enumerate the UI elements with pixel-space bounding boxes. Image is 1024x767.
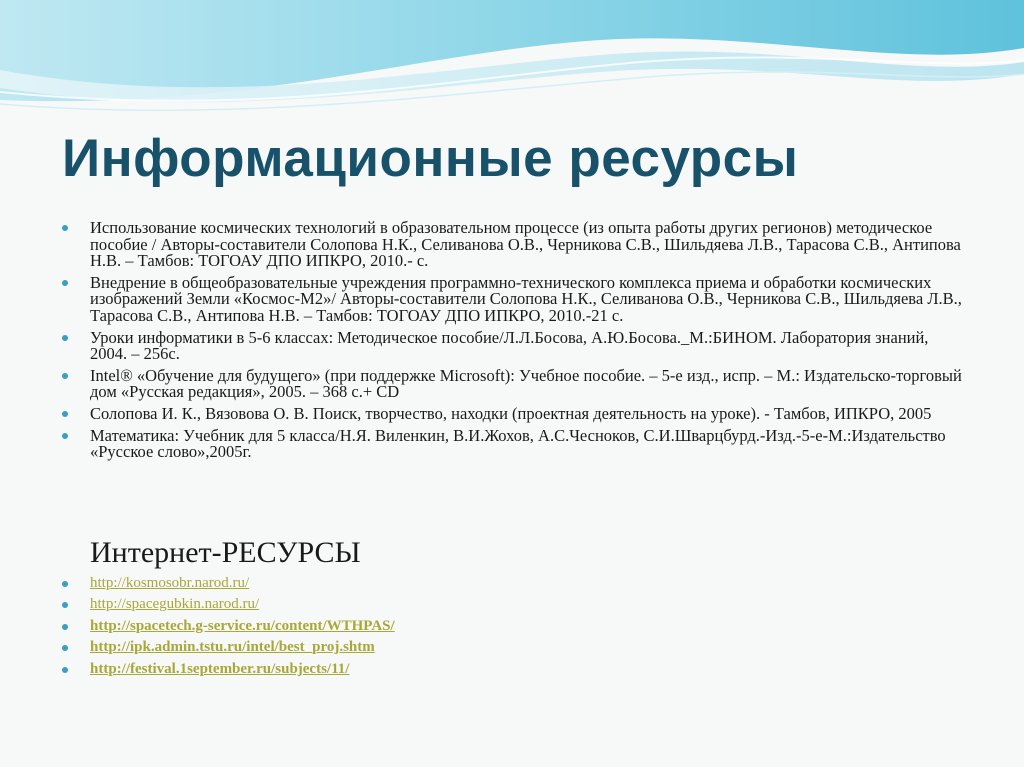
reference-text: Использование космических технологий в образовательном процессе (из опыта работы других регионов) методическое пособие / Авторы-составители Солопова Н.К., Селиванова О.В., Черникова С.В., Шильдяева Л.В., Тарасова С.В., Антипова Н.В. – Тамбов: ТОГОАУ ДПО ИПКРО, 2010.- с. [90,218,961,271]
reference-text: Математика: Учебник для 5 класса/Н.Я. Виленкин, В.И.Жохов, А.С.Чесноков, С.И.Шварцбурд.-Изд.-5-е-М.:Издательство «Русское слово»,2005г. [90,425,946,462]
header-wave-decoration [0,0,1024,120]
bullet-icon [62,667,68,673]
reference-text: Intel® «Обучение для будущего» (при поддержке Microsoft): Учебное пособие. – 5-е изд., испр. – М.: Издательско-торговый дом «Русская редакция», 2005. – 368 с.+ CD [90,365,962,402]
list-item [62,576,662,591]
list-item [62,220,962,270]
link-ipk-tstu[interactable]: http://ipk.admin.tstu.ru/intel/best_proj.shtm [90,639,375,656]
bullet-icon [62,373,68,379]
bullet-icon [62,645,68,651]
page-title: Информационные ресурсы [62,129,799,188]
list-item [62,365,962,402]
reference-text: Уроки информатики в 5-6 классах: Методическое пособие/Л.Л.Босова, А.Ю.Босова._М.:БИНОМ. Лаборатория знаний, 2004. – 256с. [90,327,929,364]
list-item [62,327,962,364]
reference-list [62,220,962,466]
bullet-icon [62,602,68,608]
list-item [62,597,662,612]
link-spacegubkin[interactable]: http://spacegubkin.narod.ru/ [90,596,260,613]
list-item [62,640,662,655]
bullet-icon [62,335,68,341]
list-item [62,425,962,462]
bullet-icon [62,624,68,630]
list-item [62,272,962,325]
bullet-icon [62,433,68,439]
link-spacetech[interactable]: http://spacetech.g-service.ru/content/WTHPAS/ [90,617,395,634]
link-kosmosobr[interactable]: http://kosmosobr.narod.ru/ [90,575,250,591]
reference-text: Солопова И. К., Вязовова О. В. Поиск, творчество, находки (проектная деятельность на уроке). - Тамбов, ИПКРО, 2005 [90,403,932,423]
bullet-icon [62,581,68,587]
bullet-icon [62,411,68,417]
bullet-icon [62,280,68,286]
link-festival[interactable]: http://festival.1september.ru/subjects/11/ [90,660,350,677]
list-item [62,403,962,423]
reference-text: Внедрение в общеобразовательные учреждения программно-технического комплекса приема и обработки космических изображений Земли «Космос-М2»/ Авторы-составители Солопова Н.К., Селиванова О.В., Черникова С.В., Шильдяева Л.В., Тарасова С.В., Антипова Н.В. – Тамбов: ТОГОАУ ДПО ИПКРО, 2010.-21 с. [90,272,962,325]
list-item [62,662,662,677]
internet-resources-heading: Интернет-РЕСУРСЫ [90,536,361,569]
link-list [62,576,662,683]
bullet-icon [62,225,68,231]
list-item [62,619,662,634]
